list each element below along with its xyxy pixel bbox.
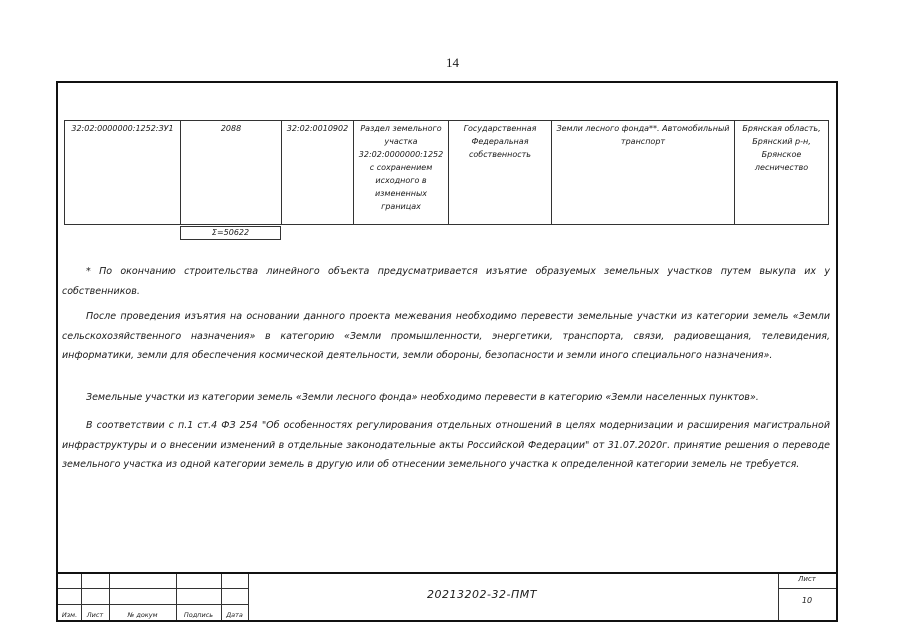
sheet-number: 10 <box>801 596 813 605</box>
paragraph-forest: Земельные участки из категории земель «Земли лесного фонда» необходимо перевести в категорию «Земли населенных пунктов». <box>86 392 759 403</box>
quarter-cell: 32:02:0010902 <box>282 121 354 225</box>
method-cell: Раздел земельного участка 32:02:0000000:1252 с сохранением исходного в измененных границах <box>354 121 449 225</box>
table-row <box>65 121 829 225</box>
location-cell: Брянская область, Брянский р-н, Брянское лесничество <box>735 121 829 225</box>
area-cell: 2088 <box>181 121 282 225</box>
label-signature: Подпись <box>183 611 214 619</box>
paragraph-note: * По окончанию строительства линейного объекта предусматривается изъятие образуемых земельных участков путем выкупа их у собственников. <box>62 266 830 297</box>
title-block <box>58 572 836 620</box>
category-use-cell: Земли лесного фонда**. Автомобильный транспорт <box>552 121 735 225</box>
cadastral-number-cell: 32:02:0000000:1252:ЗУ1 <box>65 121 181 225</box>
total-area: Σ=50622 <box>180 226 281 240</box>
paragraph-law: В соответствии с п.1 ст.4 ФЗ 254 "Об особенностях регулирования отдельных отношений в целях модернизации и расширения магистральной инфраструктуры и о внесении изменений в отдельные законодательные акты Российской Федерации" от 31.07.2020г. принятие решения о переводе земельного участка из одной категории земель в другую или об отнесении земельного участка к определенной категории земель не требуется. <box>62 420 830 470</box>
document-code: 20213202-32-ПМТ <box>427 588 537 601</box>
label-doc-number: № докум <box>127 611 158 619</box>
land-plot-table <box>64 120 829 225</box>
label-change: Изм. <box>61 611 78 619</box>
sheet-label: Лист <box>798 575 816 583</box>
ownership-cell: Государственная Федеральная собственность <box>449 121 552 225</box>
paragraph-transfer: После проведения изъятия на основании данного проекта межевания необходимо перевести земельные участки из категории земель «Земли сельскохозяйственного назначения» в категорию «Земли промышленности, энергетики, транспорта, связи, радиовещания, телевидения, информатики, земли для обеспечения космической деятельности, земли обороны, безопасности и земли иного специального назначения». <box>62 311 830 361</box>
label-date: Дата <box>226 611 243 619</box>
drawing-frame <box>56 81 838 622</box>
page-number: 14 <box>446 55 459 70</box>
label-sheet: Лист <box>86 611 104 619</box>
